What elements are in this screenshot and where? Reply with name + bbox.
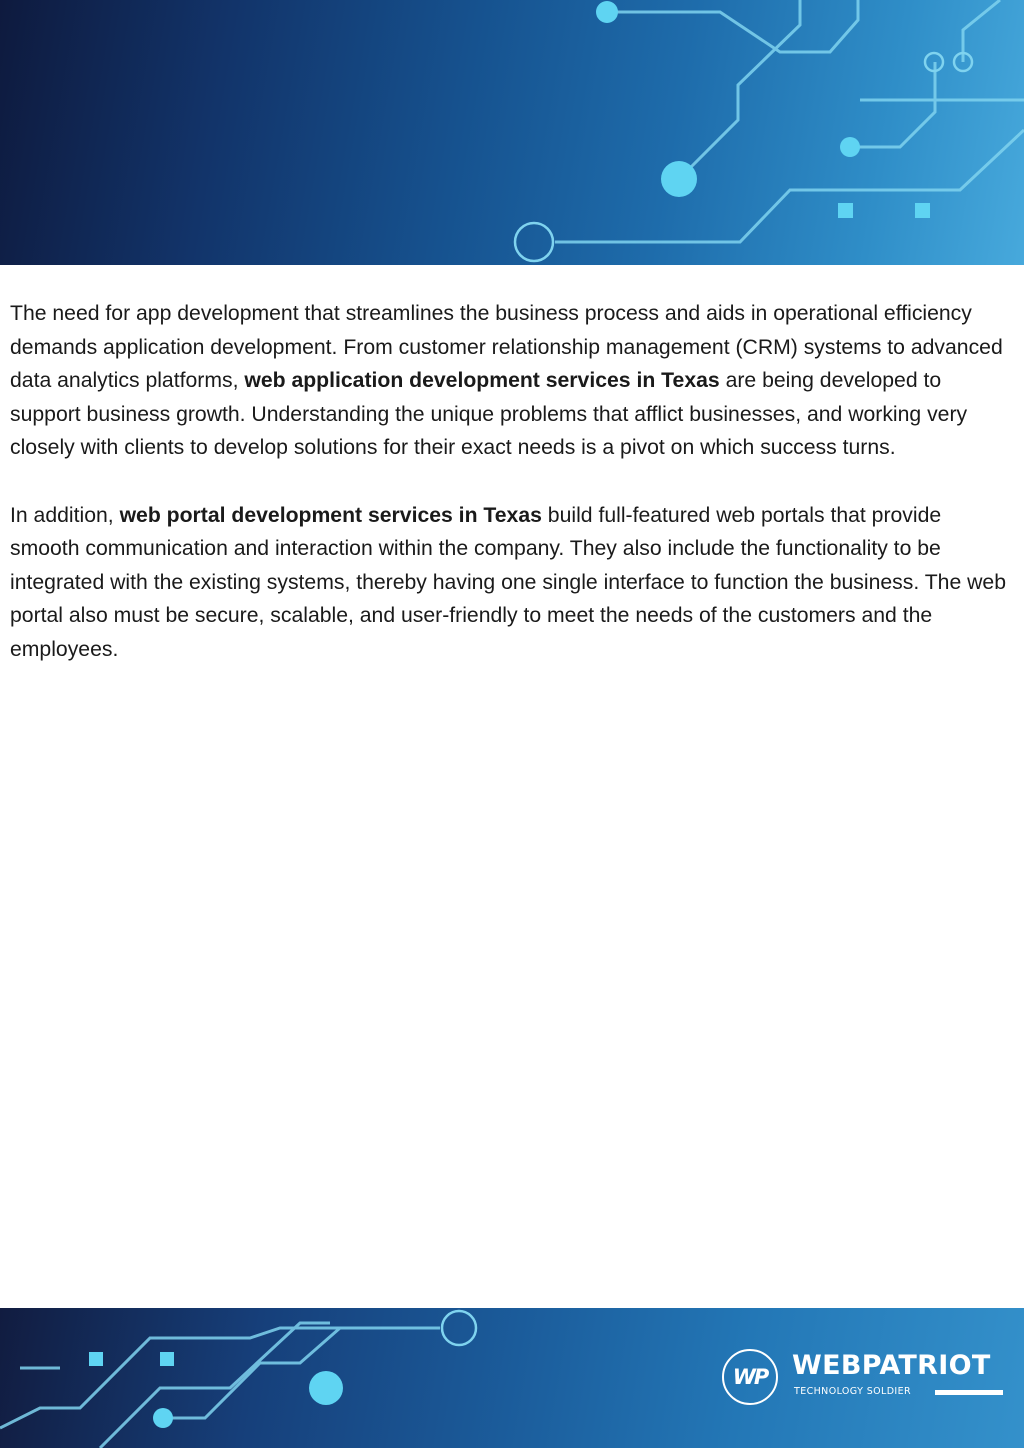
article-body [10,297,1016,700]
wp-logo-mark: WP [722,1349,778,1405]
paragraph-1-bold-keyword: web application development services in Texas [244,369,720,393]
paragraph-1-text-2: are being developed to support business growth. Understanding the unique problems that afflict businesses, and working very closely with clients to develop solutions for their exact needs is a pivot on which success turns. [10,369,968,460]
webpatriot-logo [722,1349,1007,1405]
paragraph-2-text-1: In addition, [10,503,120,527]
circuit-graphic-top [0,0,1024,265]
paragraph-1-text-1: The need for app development that streamlines the business process and aids in operational efficiency demands application development. From customer relationship management (CRM) systems to advanced data analytics platforms, [10,302,1003,393]
paragraph-web-application [10,297,1016,465]
header-banner [0,0,1024,265]
logo-tagline: TECHNOLOGY SOLDIER [794,1386,912,1397]
logo-underline-bar [935,1390,1003,1395]
paragraph-2-bold-keyword: web portal development services in Texas [119,503,542,527]
paragraph-web-portal [10,499,1016,667]
logo-company-name: WEBPATRIOT [792,1350,991,1381]
footer-banner [0,1308,1024,1448]
paragraph-2-text-2: build full-featured web portals that provide smooth communication and interaction within the company. They also include the functionality to be integrated with the existing systems, thereby having one single interface to function the business. The web portal also must be secure, scalable, and user-friendly to meet the needs of the customers and the employees. [10,503,1006,661]
